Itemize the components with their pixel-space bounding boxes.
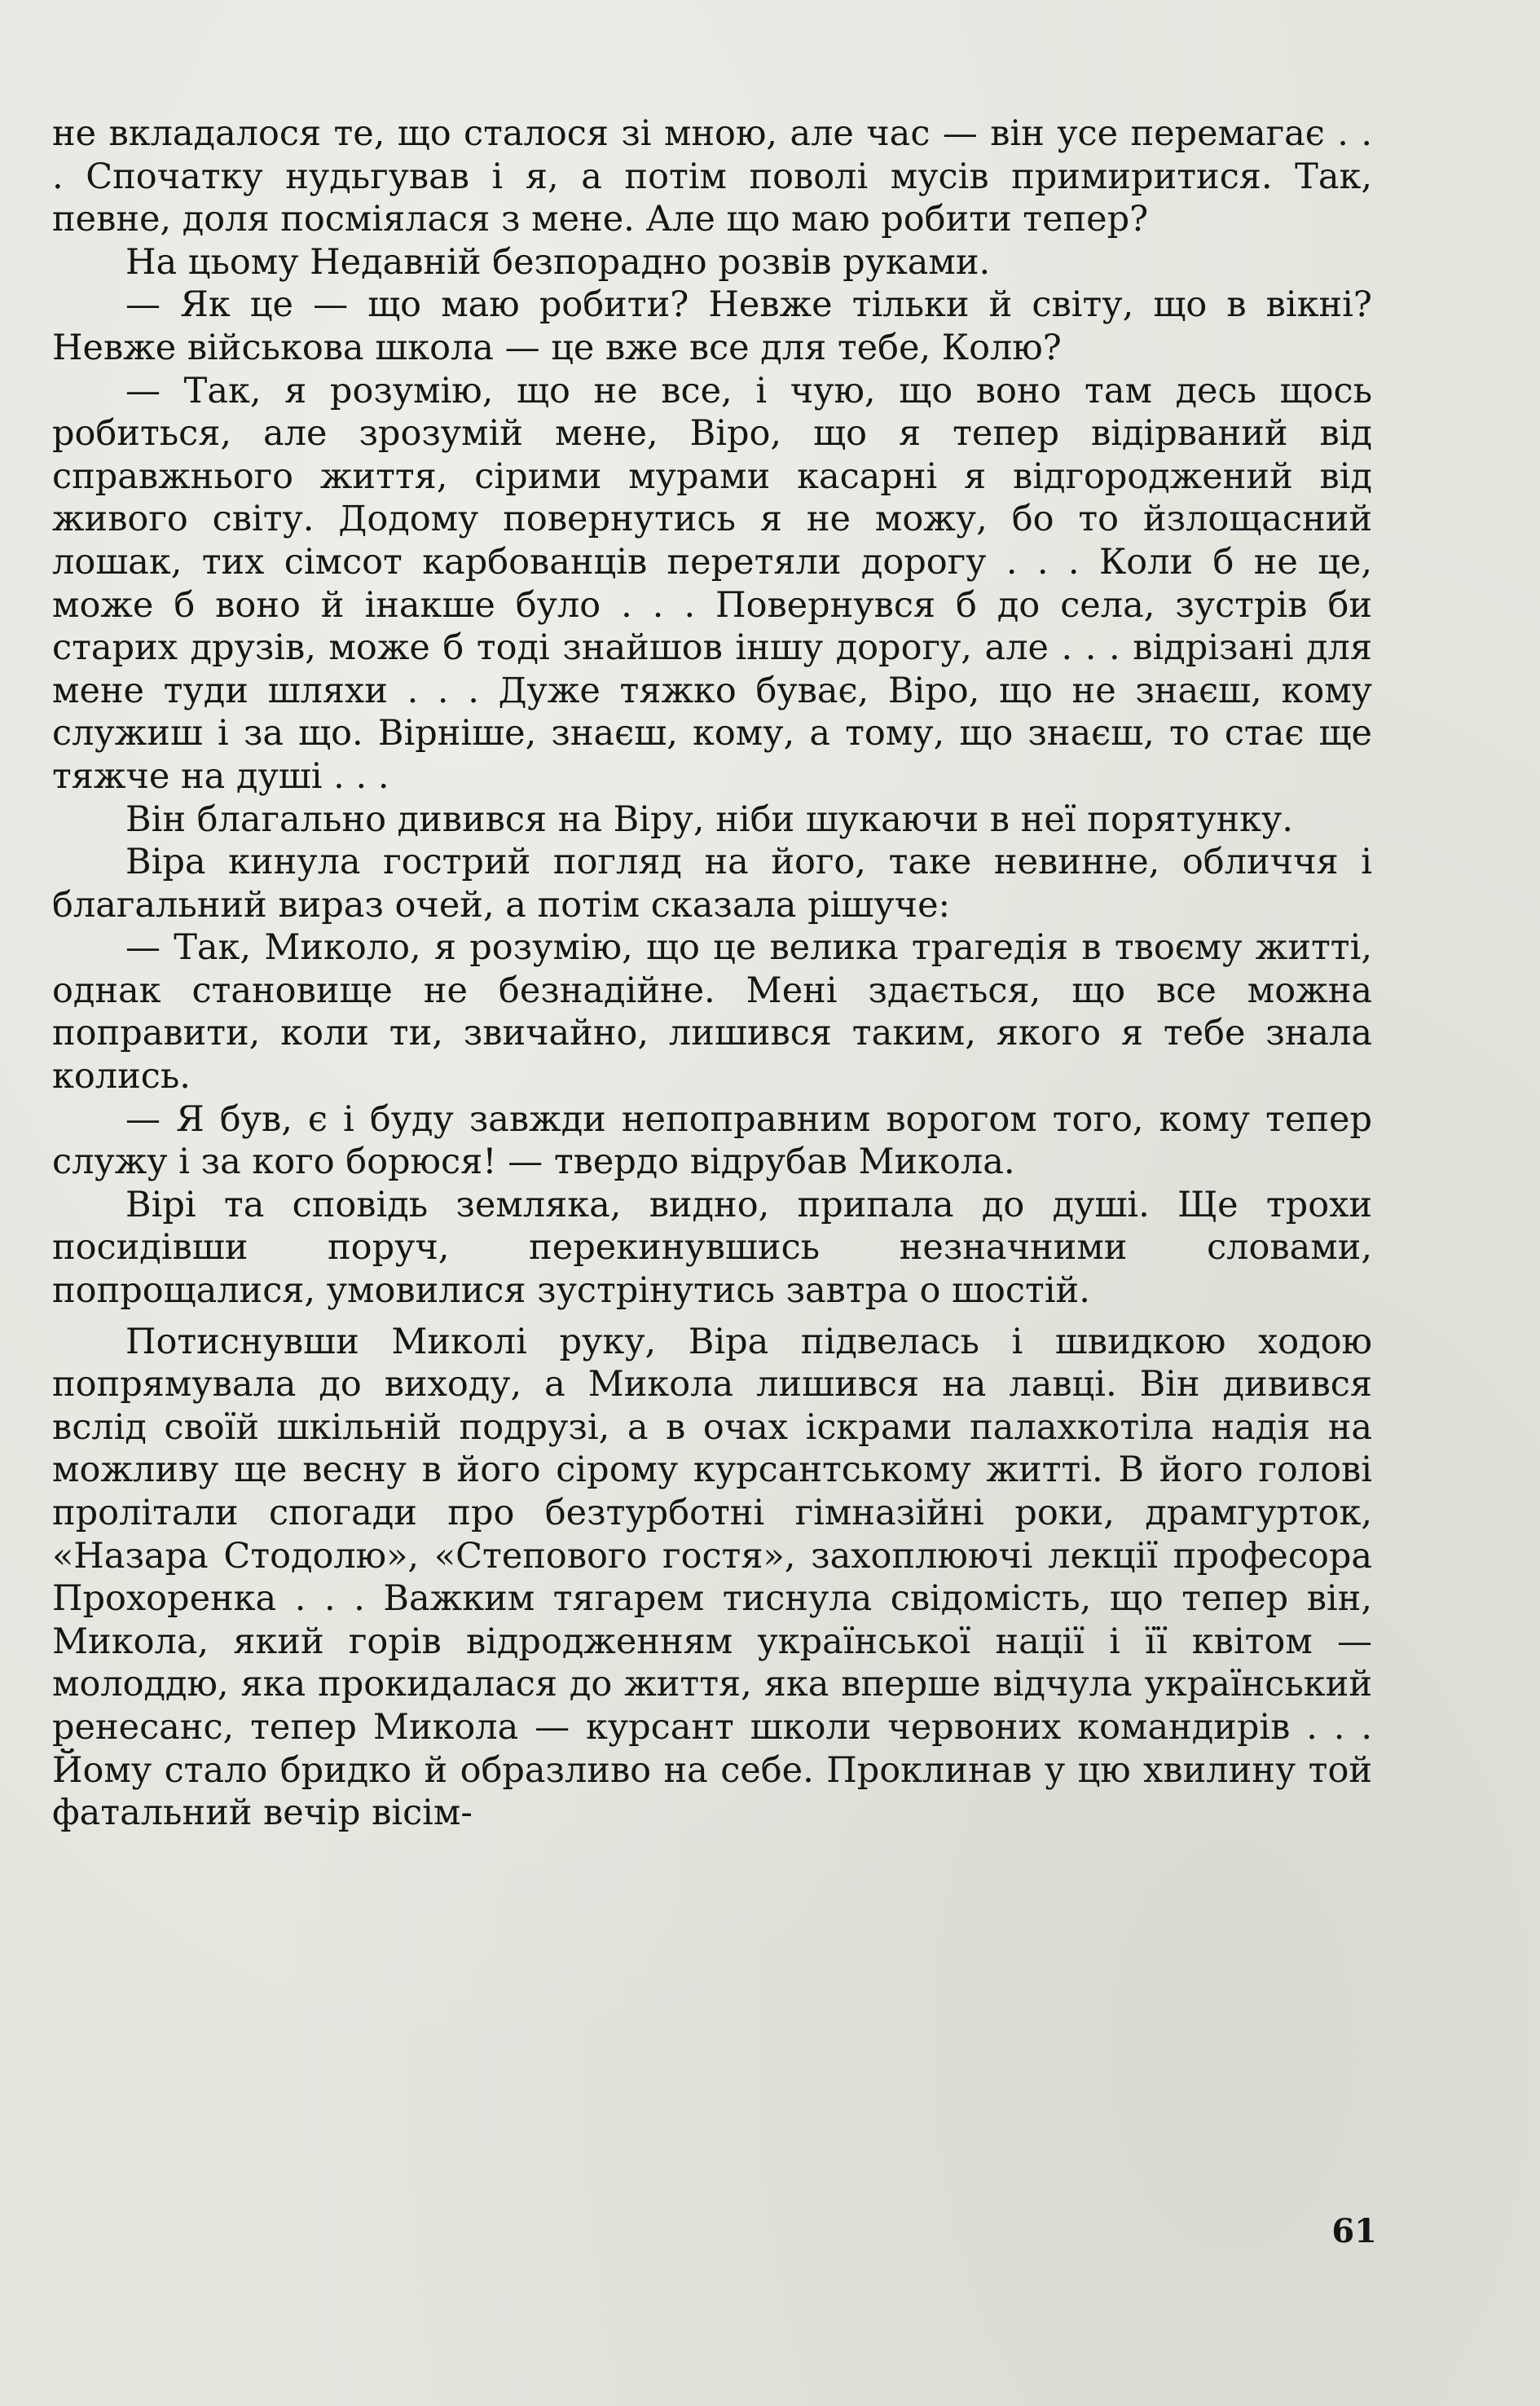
paragraph-10: Потиснувши Миколі руку, Віра підвелась і швидкою ходою попрямувала до виходу, а Микола лишився на лавці. Він дивився вслід своїй шкільній подрузі, а в очах іскрами палахкотіла надія на можливу ще весну в його сірому курсантському житті. В його голові пролітали спогади про безтурботні гімназійні роки, драмгурток, «Назара Стодолю», «Степового гостя», захоплюючі лекції професора Прохоренка . . . Важким тягарем тиснула свідомість, що тепер він, Микола, який горів відродженням української нації і її квітом — молоддю, яка прокидалася до життя, яка вперше відчула український ренесанс, тепер Микола — курсант школи червоних командирів . . . Йому стало бридко й образливо на себе. Проклинав у цю хвилину той фатальний вечір вісім-	[52, 1321, 1372, 1834]
paragraph-9: Вірі та сповідь земляка, видно, припала до душі. Ще трохи посидівши поруч, перекинувшись незначними словами, попрощалися, умовилися зустрінутись завтра о шостій.	[52, 1184, 1372, 1312]
paragraph-2: На цьому Недавній безпорадно розвів руками.	[125, 241, 991, 283]
paragraph-8: — Я був, є і буду завжди непоправним ворогом того, кому тепер служу і за кого борюся! — твердо відрубав Микола.	[52, 1098, 1372, 1183]
paragraph-1: не вкладалося те, що сталося зі мною, але час — він усе перемагає . . . Спочатку нудьгував і я, а потім поволі мусів примиритися. Так, певне, доля посміялася з мене. Але що маю робити тепер?	[52, 113, 1372, 240]
paragraph-5: Він благально дивився на Віру, ніби шукаючи в неї порятунку.	[125, 798, 1294, 840]
paragraph-7: — Так, Миколо, я розумію, що це велика трагедія в твоєму житті, однак становище не безнадійне. Мені здається, що все можна поправити, коли ти, звичайно, лишився таким, якого я тебе знала колись.	[52, 927, 1372, 1097]
paragraph-4: — Так, я розумію, що не все, і чую, що воно там десь щось робиться, але зрозумій мене, Віро, що я тепер відірваний від справжнього життя, сірими мурами касарні я відгороджений від живого світу. Додому повернутись я не можу, бо то йзлощасний лошак, тих сімсот карбованців перетяли дорогу . . . Коли б не це, може б воно й інакше було . . . Повернувся б до села, зустрів би старих друзів, може б тоді знайшов іншу дорогу, але . . . відрізані для мене туди шляхи . . . Дуже тяжко буває, Віро, що не знаєш, кому служиш і за що. Вірніше, знаєш, кому, а тому, що знаєш, то стає ще тяжче на душі . . .	[52, 370, 1372, 797]
paragraph-3: — Як це — що маю робити? Невже тільки й світу, що в вікні? Невже військова школа — це вже все для тебе, Колю?	[52, 284, 1372, 368]
paragraph-6: Віра кинула гострий погляд на його, таке невинне, обличчя і благальний вираз очей, а потім сказала рішуче:	[52, 842, 1372, 926]
body-text	[52, 112, 1372, 1835]
page-number: 61	[1331, 2212, 1377, 2250]
